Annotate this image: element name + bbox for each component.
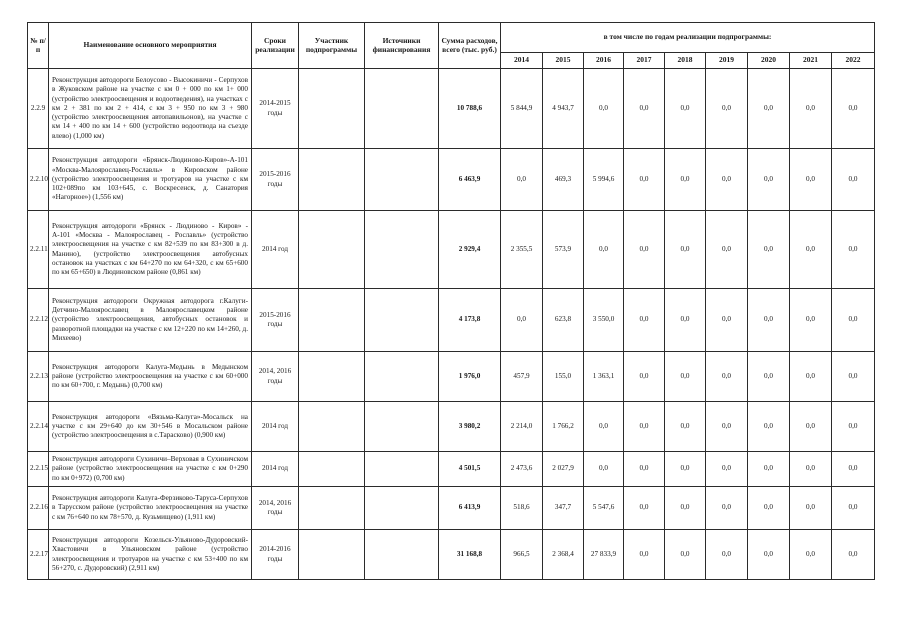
year-amount: 0,0	[790, 289, 832, 352]
year-amount: 0,0	[832, 352, 875, 402]
measure-name: Реконструкция автодороги Козельск-Ульяново-Дудоровский-Хвастовичи в Ульяновском районе (устройство электроосвещения и тротуаров на участке с км 53+400 по км 56+270, с. Дудоровский) (2,911 км)	[49, 530, 252, 580]
year-amount: 0,0	[748, 352, 790, 402]
year-amount: 0,0	[665, 69, 706, 149]
year-amount: 0,0	[624, 69, 665, 149]
year-amount: 0,0	[706, 530, 748, 580]
implementation-period: 2014 год	[252, 211, 299, 289]
row-number: 2.2.9	[28, 69, 49, 149]
year-amount: 0,0	[665, 289, 706, 352]
year-amount: 0,0	[832, 452, 875, 487]
year-amount: 0,0	[748, 289, 790, 352]
measure-name: Реконструкция автодороги Калуга-Медынь в Медынском районе (устройство электроосвещения на участке с км 60+000 по км 60+700, г. Медынь) (0,700 км)	[49, 352, 252, 402]
year-amount: 0,0	[624, 452, 665, 487]
participant-cell	[299, 149, 365, 211]
measure-name: Реконструкция автодороги «Вязьма-Калуга»-Мосальск на участке с км 29+640 до км 30+546 в Мосальском районе (устройство электроосвещения в с.Тарасково) (0,900 км)	[49, 402, 252, 452]
implementation-period: 2014-2015 годы	[252, 69, 299, 149]
participant-cell	[299, 402, 365, 452]
participant-cell	[299, 452, 365, 487]
year-amount: 0,0	[790, 530, 832, 580]
total-amount: 1 976,0	[439, 352, 501, 402]
year-amount: 1 363,1	[584, 352, 624, 402]
year-amount: 0,0	[790, 69, 832, 149]
total-amount: 10 788,6	[439, 69, 501, 149]
header-total: Сумма расходов, всего (тыс. руб.)	[439, 23, 501, 69]
year-amount: 5 994,6	[584, 149, 624, 211]
implementation-period: 2015-2016 годы	[252, 149, 299, 211]
year-amount: 0,0	[665, 402, 706, 452]
implementation-period: 2014, 2016 годы	[252, 487, 299, 530]
year-amount: 0,0	[790, 402, 832, 452]
year-amount: 0,0	[706, 289, 748, 352]
header-year: 2017	[624, 53, 665, 69]
measure-name: Реконструкция автодороги «Брянск-Людиново-Киров»-А-101 «Москва-Малоярославец-Рославль» в Кировском районе (устройство электроосвещения и тротуаров на участке с км 102+089по км 103+645, с. Воскресенск, д. Санатория «Нагорное») (1,556 км)	[49, 149, 252, 211]
table-row	[28, 352, 875, 402]
year-amount: 0,0	[665, 452, 706, 487]
year-amount: 0,0	[748, 402, 790, 452]
year-amount: 0,0	[501, 149, 543, 211]
year-amount: 966,5	[501, 530, 543, 580]
year-amount: 623,8	[543, 289, 584, 352]
header-period: Сроки реализации	[252, 23, 299, 69]
year-amount: 0,0	[624, 211, 665, 289]
year-amount: 0,0	[584, 402, 624, 452]
implementation-period: 2014 год	[252, 402, 299, 452]
row-number: 2.2.17	[28, 530, 49, 580]
funding-source-cell	[365, 289, 439, 352]
year-amount: 0,0	[501, 289, 543, 352]
year-amount: 0,0	[790, 352, 832, 402]
header-sources: Источники финансирования	[365, 23, 439, 69]
year-amount: 0,0	[832, 149, 875, 211]
table-body	[28, 69, 875, 580]
year-amount: 0,0	[790, 211, 832, 289]
year-amount: 0,0	[832, 69, 875, 149]
year-amount: 0,0	[748, 452, 790, 487]
year-amount: 2 355,5	[501, 211, 543, 289]
implementation-period: 2014-2016 годы	[252, 530, 299, 580]
table-row	[28, 211, 875, 289]
funding-source-cell	[365, 352, 439, 402]
header-year: 2016	[584, 53, 624, 69]
header-participant: Участник подпрограммы	[299, 23, 365, 69]
measure-name: Реконструкция автодороги Окружная автодорога г.Калуги-Детчино-Малоярославец в Малоярославецком районе (устройство электроосвещения, автобусных остановок и разворотной площадки на участке с км 12+220 по км 14+260, д. Михеево)	[49, 289, 252, 352]
year-amount: 2 214,0	[501, 402, 543, 452]
year-amount: 0,0	[832, 211, 875, 289]
year-amount: 0,0	[790, 487, 832, 530]
year-amount: 347,7	[543, 487, 584, 530]
row-number: 2.2.14	[28, 402, 49, 452]
year-amount: 1 766,2	[543, 402, 584, 452]
year-amount: 0,0	[624, 149, 665, 211]
table-header	[28, 23, 875, 69]
year-amount: 0,0	[706, 211, 748, 289]
year-amount: 0,0	[790, 149, 832, 211]
header-year: 2021	[790, 53, 832, 69]
year-amount: 0,0	[665, 211, 706, 289]
year-amount: 0,0	[832, 402, 875, 452]
table-row	[28, 402, 875, 452]
year-amount: 27 833,9	[584, 530, 624, 580]
measure-name: Реконструкция автодороги Белоусово - Высокиничи - Серпухов в Жуковском районе на участке с км 0 + 000 по км 1+ 000 (устройство электроосвещения и водоотведения), на участках с км 2 + 381 по км 2 + 414, с км 3 + 950 по км 3 + 980 (устройство электроосвещения автопавильонов), на участке с км 14 + 400 по км 14 + 600 (устройство водоотвода на съезде влево) (1,000 км)	[49, 69, 252, 149]
year-amount: 5 547,6	[584, 487, 624, 530]
header-year: 2019	[706, 53, 748, 69]
row-number: 2.2.10	[28, 149, 49, 211]
participant-cell	[299, 289, 365, 352]
year-amount: 0,0	[748, 149, 790, 211]
year-amount: 0,0	[624, 487, 665, 530]
row-number: 2.2.15	[28, 452, 49, 487]
header-year: 2015	[543, 53, 584, 69]
participant-cell	[299, 530, 365, 580]
header-year: 2020	[748, 53, 790, 69]
funding-source-cell	[365, 530, 439, 580]
funding-source-cell	[365, 211, 439, 289]
year-amount: 469,3	[543, 149, 584, 211]
participant-cell	[299, 211, 365, 289]
year-amount: 2 473,6	[501, 452, 543, 487]
year-amount: 0,0	[706, 487, 748, 530]
year-amount: 0,0	[832, 530, 875, 580]
year-amount: 0,0	[706, 149, 748, 211]
participant-cell	[299, 487, 365, 530]
row-number: 2.2.12	[28, 289, 49, 352]
total-amount: 31 168,8	[439, 530, 501, 580]
measure-name: Реконструкция автодороги Сухиничи–Верховая в Сухиничском районе (устройство электроосвещения на участке с км 0+290 по км 0+972) (0,700 км)	[49, 452, 252, 487]
total-amount: 2 929,4	[439, 211, 501, 289]
funding-source-cell	[365, 487, 439, 530]
year-amount: 2 027,9	[543, 452, 584, 487]
year-amount: 457,9	[501, 352, 543, 402]
year-amount: 0,0	[748, 211, 790, 289]
year-amount: 2 368,4	[543, 530, 584, 580]
total-amount: 4 501,5	[439, 452, 501, 487]
year-amount: 0,0	[706, 69, 748, 149]
year-amount: 3 550,0	[584, 289, 624, 352]
year-amount: 0,0	[584, 452, 624, 487]
row-number: 2.2.16	[28, 487, 49, 530]
table-row	[28, 69, 875, 149]
row-number: 2.2.13	[28, 352, 49, 402]
header-year: 2018	[665, 53, 706, 69]
funding-source-cell	[365, 402, 439, 452]
year-amount: 155,0	[543, 352, 584, 402]
funding-source-cell	[365, 452, 439, 487]
header-name: Наименование основного мероприятия	[49, 23, 252, 69]
year-amount: 0,0	[748, 530, 790, 580]
year-amount: 4 943,7	[543, 69, 584, 149]
total-amount: 4 173,8	[439, 289, 501, 352]
total-amount: 6 463,9	[439, 149, 501, 211]
implementation-period: 2015-2016 годы	[252, 289, 299, 352]
header-year: 2022	[832, 53, 875, 69]
measure-name: Реконструкция автодороги Калуга-Ферзиково-Таруса-Серпухов в Тарусском районе (устройство электроосвещения на участке с км 76+640 по км 78+570, д. Кузьмищево) (1,911 км)	[49, 487, 252, 530]
year-amount: 0,0	[832, 487, 875, 530]
year-amount: 0,0	[624, 289, 665, 352]
year-amount: 5 844,9	[501, 69, 543, 149]
year-amount: 0,0	[584, 211, 624, 289]
year-amount: 0,0	[665, 487, 706, 530]
participant-cell	[299, 69, 365, 149]
year-amount: 0,0	[624, 352, 665, 402]
year-amount: 0,0	[706, 452, 748, 487]
measure-name: Реконструкция автодороги «Брянск - Людиново - Киров» - А-101 «Москва - Малоярославец - Рославль» (устройство электроосвещения на участке с км 82+539 по км 83+300 в д. Манино), (устройство электроосвещения автобусных остановок на участках с км 64+270 по км 64+320, с км 65+600 по км 65+650) в Людиновском районе (0,861 км)	[49, 211, 252, 289]
header-year: 2014	[501, 53, 543, 69]
table-row	[28, 289, 875, 352]
year-amount: 0,0	[665, 149, 706, 211]
year-amount: 0,0	[706, 352, 748, 402]
year-amount: 0,0	[706, 402, 748, 452]
header-num: № п/п	[28, 23, 49, 69]
program-table	[27, 22, 875, 580]
implementation-period: 2014 год	[252, 452, 299, 487]
year-amount: 0,0	[748, 487, 790, 530]
year-amount: 0,0	[665, 352, 706, 402]
year-amount: 0,0	[832, 289, 875, 352]
year-amount: 573,9	[543, 211, 584, 289]
year-amount: 518,6	[501, 487, 543, 530]
implementation-period: 2014, 2016 годы	[252, 352, 299, 402]
funding-source-cell	[365, 69, 439, 149]
table-row	[28, 149, 875, 211]
funding-source-cell	[365, 149, 439, 211]
row-number: 2.2.11	[28, 211, 49, 289]
year-amount: 0,0	[584, 69, 624, 149]
table-row	[28, 487, 875, 530]
table-row	[28, 452, 875, 487]
year-amount: 0,0	[665, 530, 706, 580]
year-amount: 0,0	[624, 530, 665, 580]
header-by-years: в том числе по годам реализации подпрограммы:	[501, 23, 875, 53]
total-amount: 3 980,2	[439, 402, 501, 452]
year-amount: 0,0	[790, 452, 832, 487]
participant-cell	[299, 352, 365, 402]
total-amount: 6 413,9	[439, 487, 501, 530]
year-amount: 0,0	[624, 402, 665, 452]
year-amount: 0,0	[748, 69, 790, 149]
table-row	[28, 530, 875, 580]
